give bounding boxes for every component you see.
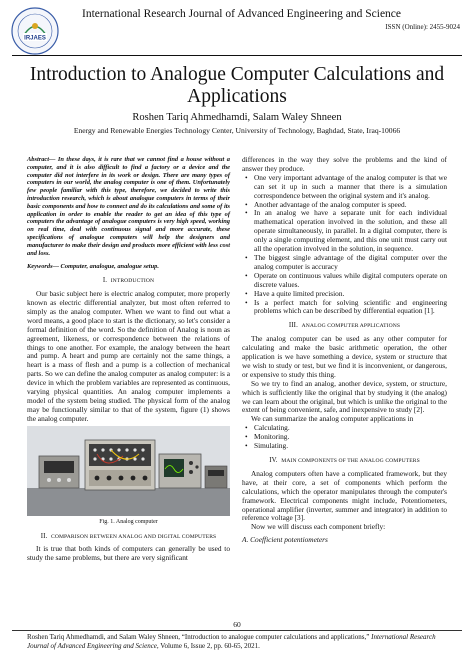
- issn: ISSN (Online): 2455-9024: [385, 23, 460, 31]
- section-heading-2: II. COMPARISON BETWEEN ANALOG AND DIGITAL COMPUTERS: [40, 532, 217, 540]
- list-item: • One very important advantage of the analog computer is that we can set it up in such a manner that there is a simulation correspondence between the original system and it's analog.: [254, 174, 447, 201]
- applications-paragraph-3: We can summarize the analog computer applications in: [251, 414, 414, 424]
- comparison-paragraph: It is true that both kinds of computers can generally be used to study the same problems, but there are very significant: [27, 544, 230, 563]
- left-column: [27, 156, 230, 563]
- list-item: • Calculating.: [254, 424, 447, 433]
- authors: Roshen Tariq Ahmedhamdi, Salam Waley Shneen: [132, 112, 342, 123]
- footer-citation: Roshen Tariq Ahmedhamdi, and Salam Waley Shneen, “Introduction to analogue computer calculations and applications,”: [27, 633, 372, 641]
- footer-tail: , Volume 6, Issue 2, pp. 60-65, 2021.: [156, 641, 260, 650]
- citation-footer: [27, 633, 447, 650]
- list-item: • Another advantage of the analog computer is speed.: [254, 201, 447, 210]
- journal-logo: [10, 6, 60, 56]
- list-item: • Operate on continuous values while digital computers operate on discrete values.: [254, 272, 447, 290]
- subsection-heading: A. Coefficient potentiometers: [242, 535, 328, 545]
- applications-paragraph-1: The analog computer can be used as any other computer for calculating and make the basic arithmetic operation, the other application is we have something a device, system or structure that we wish to study or test, but we find it is inconvenient, or dangerous, or expensive to study this thing.: [242, 334, 447, 379]
- page-number: 60: [233, 620, 241, 629]
- list-item: • Have a quite limited precision.: [254, 290, 447, 299]
- footer-rule: [12, 630, 462, 631]
- figure-caption: Fig. 1. Analog computer: [99, 518, 158, 525]
- abstract-label: Abstract—: [27, 156, 56, 163]
- analog-computer-photo: [27, 426, 230, 516]
- list-item: • Monitoring.: [254, 433, 447, 442]
- components-paragraph-2: Now we will discuss each component briefly:: [251, 522, 386, 532]
- journal-title: International Research Journal of Advanced Engineering and Science: [82, 8, 402, 20]
- applications-list: [242, 424, 447, 451]
- abstract: [27, 156, 230, 257]
- svg-text:IRJAES: IRJAES: [24, 35, 46, 42]
- applications-paragraph-2: So we try to find an analog, another device, system, or structure, which is sufficiently like the original that by studying it (the analog) we can learn about the original, but which is unlike the original to the extent of being convenient, safe, and inexpensive to study [2].: [242, 378, 447, 415]
- intro-paragraph: Our basic subject here is electric analog computer, more properly known as electric differential analyzer, but most often referred to simply as the analog computer. When we want to find out what a word means, a good place to start is the dictionary, so let's consider a formal definition of the word. So the definition of Analog is noun as agreement, likeness, or correspondence between the relations of things to one another. For example, the analogy between the heart and pump. A heart and pump are certainly not the same things, a heart is a mass of flesh and a pump is a collection of mechanical parts. So we can define the analog computer as analog computer: is a device in which the problem variables are represented as continuous, varying physical quantities. An analog computer implements a model of the system being studied. The physical form of the analog may be functionally similar to that of the system, figure (1) shows the analog computer.: [27, 289, 230, 423]
- comparison-list: [242, 174, 447, 317]
- keywords: Keywords— Computer, analogue, analogue setup.: [27, 263, 159, 271]
- abstract-body: In these days, it is rare that we cannot find a house without a computer, and it is also difficult to find a factory or a device and the computer did not interfere in its work or design. There are many types of computers in our world, the analog computer is one of them. Unfortunately few people familiar with this type, therefore, we decided to write this introduction research, which is about analogue computers in terms of their basic components and how to connect and do its calculations and some of its application in order to enable the reader to get an idea of this type of computers the advantage of analogue computers is very high speed, working on real time, deal with continuous signal and more accurate, these specifications of analogue computers will help the designers and manufacturer to make their design and products more efficient with less cost and loss.: [27, 156, 230, 257]
- list-item: • In an analog we have a separate unit for each individual mathematical operation involved in the solution, and these all operate simultaneously, in parallel. In a digital computer, there is only a single computing element, and this one unit must carry out all the operation involved in the solution, in sequence.: [254, 209, 447, 254]
- list-item: • The biggest single advantage of the digital computer over the analog computer is accuracy: [254, 254, 447, 272]
- section-heading-4: IV. MAIN COMPONENTS OF THE ANALOG COMPUTERS: [269, 457, 420, 464]
- list-item: • Simulating.: [254, 442, 447, 451]
- comparison-paragraph-continued: differences in the way they solve the problems and the kind of answer they produce.: [242, 155, 447, 173]
- header-rule: [12, 55, 462, 56]
- affiliation: Energy and Renewable Energies Technology Center, University of Technology, Baghdad, State, Iraq-10066: [73, 126, 401, 135]
- components-paragraph-1: Analog computers often have a complicated framework, but they have, at their core, a set of components which perform the calculations, which the operator manipulates through the computer's framework. Electrical components might include, Potentiometers, operational amplifier (inverter, summer and integrator) in addition to reference voltage [3].: [242, 468, 447, 523]
- section-heading-1: I. INTRODUCTION: [102, 277, 155, 285]
- paper-title: Introduction to Analogue Computer Calculations and Applications: [29, 64, 445, 107]
- right-column: [242, 156, 447, 545]
- footer-journal: International Research Journal of Advanced Engineering and Science: [27, 633, 436, 650]
- section-heading-3: III. ANALOG COMPUTER APPLICATIONS: [288, 322, 401, 330]
- list-item: • Is a perfect match for solving scientific and engineering problems which can be described by differential equation [1].: [254, 299, 447, 317]
